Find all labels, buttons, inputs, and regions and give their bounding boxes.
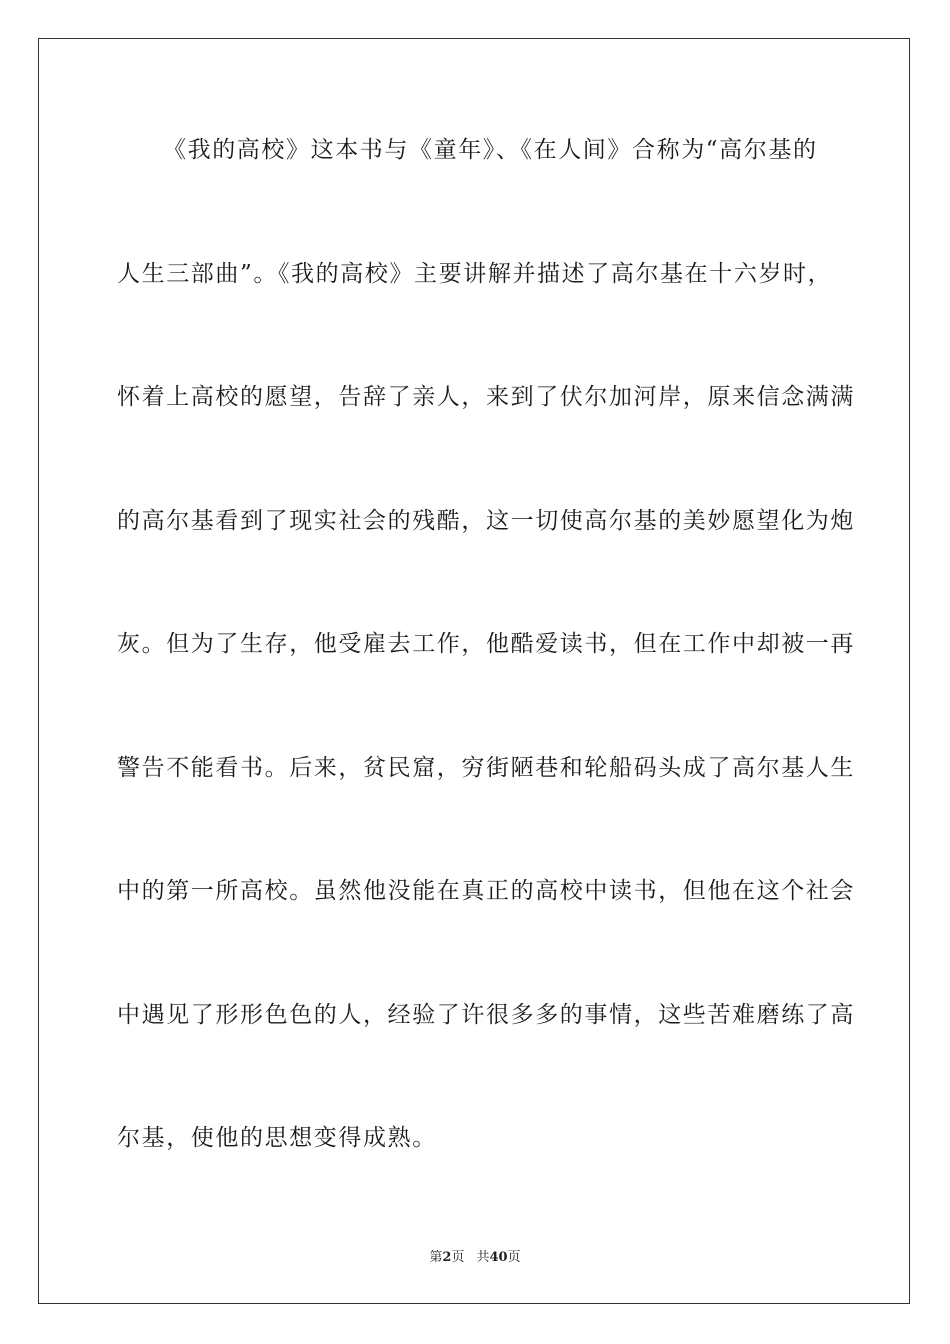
paragraph-line-2: 人生三部曲”。《我的高校》主要讲解并描述了高尔基在十六岁时， <box>117 260 833 287</box>
paragraph-line-1: 《我的高校》这本书与《童年》、《在人间》合称为“高尔基的 <box>163 137 818 163</box>
paragraph-line-8: 中遇见了形形色色的人，经验了许很多多的事情，这些苦难磨练了高 <box>117 1001 855 1028</box>
page-suffix: 页 <box>451 1250 465 1265</box>
paragraph-line-4: 的高尔基看到了现实社会的残酷，这一切使高尔基的美妙愿望化为炮 <box>117 507 855 534</box>
document-body <box>117 125 855 1237</box>
total-pages: 40 <box>489 1250 508 1265</box>
paragraph-line-7: 中的第一所高校。虽然他没能在真正的高校中读书，但他在这个社会 <box>117 878 855 904</box>
page-footer <box>0 1246 950 1265</box>
page-number: 2 <box>442 1250 452 1265</box>
page-prefix: 第 <box>429 1250 443 1265</box>
paragraph-line-6: 警告不能看书。后来，贫民窟，穷街陋巷和轮船码头成了高尔基人生 <box>117 754 855 781</box>
paragraph-line-3: 怀着上高校的愿望，告辞了亲人，来到了伏尔加河岸，原来信念满满 <box>117 384 855 410</box>
total-prefix: 共 <box>476 1250 490 1265</box>
total-suffix: 页 <box>507 1250 521 1265</box>
paragraph-line-9: 尔基，使他的思想变得成熟。 <box>117 1125 437 1151</box>
paragraph-line-5: 灰。但为了生存，他受雇去工作，他酷爱读书，但在工作中却被一再 <box>117 631 855 657</box>
